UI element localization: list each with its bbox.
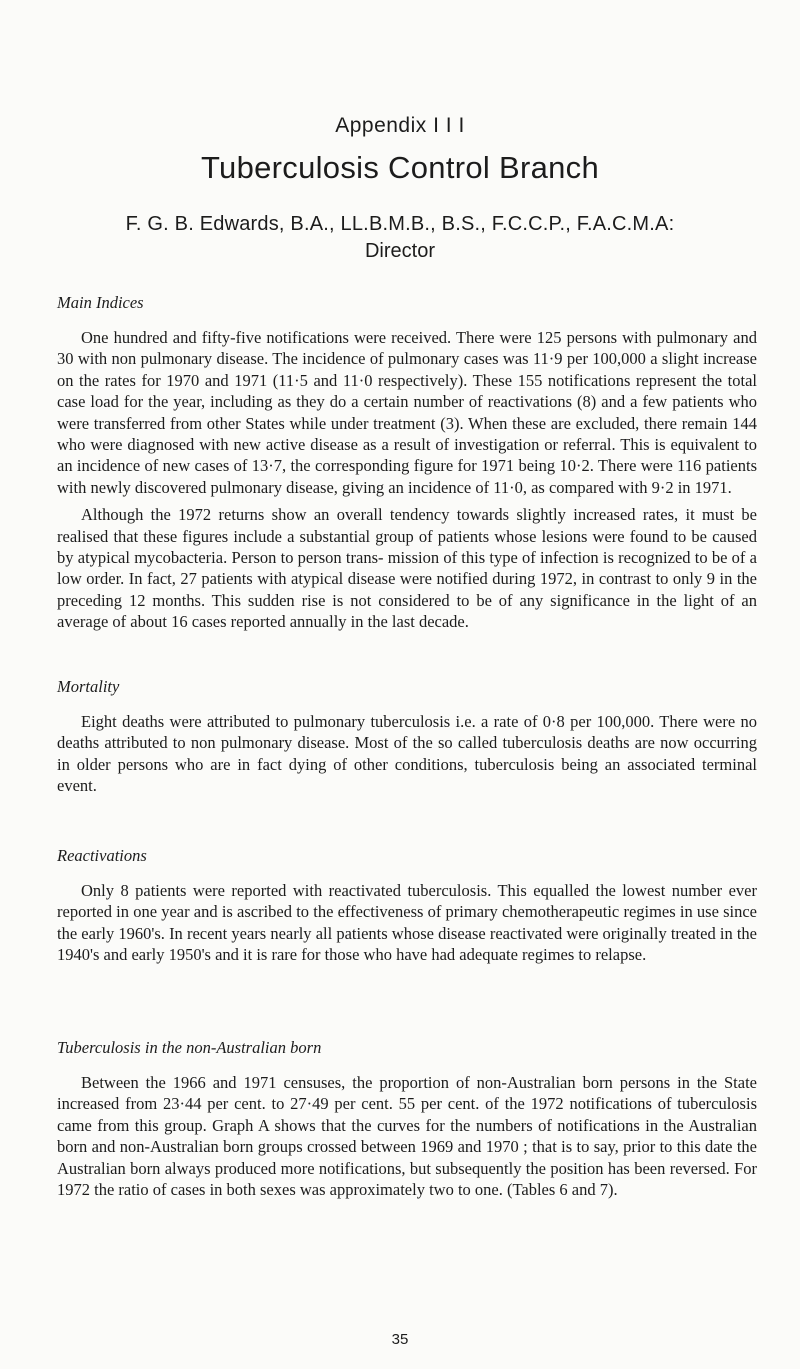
section-main-indices [57,293,757,633]
section-heading: Tuberculosis in the non-Australian born [57,1038,322,1057]
page-number: 35 [391,1331,409,1348]
director-name: F. G. B. Edwards, B.A., LL.B.M.B., B.S., F.C.C.P., F.A.C.M.A: [125,213,675,235]
paragraph: Eight deaths were attributed to pulmonary tuberculosis i.e. a rate of 0·8 per 100,000. There were no deaths attributed to non pulmonary disease. Most of the so called tuberculosis deaths are now occurring in older persons who are in fact dying of other conditions, tuberculosis being an associated terminal event. [57,712,757,796]
director-title: Director [364,240,435,262]
appendix-label: Appendix I I I [335,114,465,137]
section-heading: Reactivations [57,846,147,865]
paragraph: Between the 1966 and 1971 censuses, the proportion of non-Australian born persons in the State increased from 23·44 per cent. to 27·49 per cent. 55 per cent. of the 1972 notifications of tuberculosis came from this group. Graph A shows that the curves for the numbers of notifications in the Australian born and non-Australian born groups crossed between 1969 and 1970 ; that is to say, prior to this date the Australian born always produced more notifications, but subsequently the position has been reversed. For 1972 the ratio of cases in both sexes was approximately two to one. (Tables 6 and 7). [57,1073,757,1200]
paragraph: One hundred and fifty-five notifications were received. There were 125 persons with pulmonary and 30 with non pulmonary disease. The incidence of pulmonary cases was 11·9 per 100,000 a slight increase on the rates for 1970 and 1971 (11·5 and 11·0 respectively). These 155 notifications represent the total case load for the year, including as they do a certain number of reactivations (8) and a few patients who were transferred from other States while under treatment (3). When these are excluded, there remain 144 who were diagnosed with new active disease as a result of investigation or referral. This is equivalent to an incidence of new cases of 13·7, the corresponding figure for 1971 being 10·2. There were 116 patients with newly discovered pulmonary disease, giving an incidence of 11·0, as compared with 9·2 in 1971. [57,328,757,497]
section-mortality [57,677,757,797]
section-non-australian-born [57,1038,757,1200]
paragraph: Only 8 patients were reported with reactivated tuberculosis. This equalled the lowest number ever reported in one year and is ascribed to the effectiveness of primary chemotherapeutic regimes in use since the early 1960's. In recent years nearly all patients whose disease reactivated were originally treated in the 1940's and early 1950's and it is rare for those who have had adequate regimes to relapse. [57,881,757,965]
paragraph: Although the 1972 returns show an overall tendency towards slightly increased rates, it must be realised that these figures include a substantial group of patients whose lesions were found to be caused by atypical mycobacteria. Person to person trans- mission of this type of infection is recognized to be of a low order. In fact, 27 patients with atypical disease were notified during 1972, in contrast to only 9 in the preceding 12 months. This sudden rise is not considered to be of any significance in the light of an average of about 16 cases reported annually in the last decade. [57,505,757,632]
section-heading: Main Indices [57,293,144,312]
section-reactivations [57,846,757,966]
section-heading: Mortality [57,677,120,696]
page-title: Tuberculosis Control Branch [200,150,600,185]
